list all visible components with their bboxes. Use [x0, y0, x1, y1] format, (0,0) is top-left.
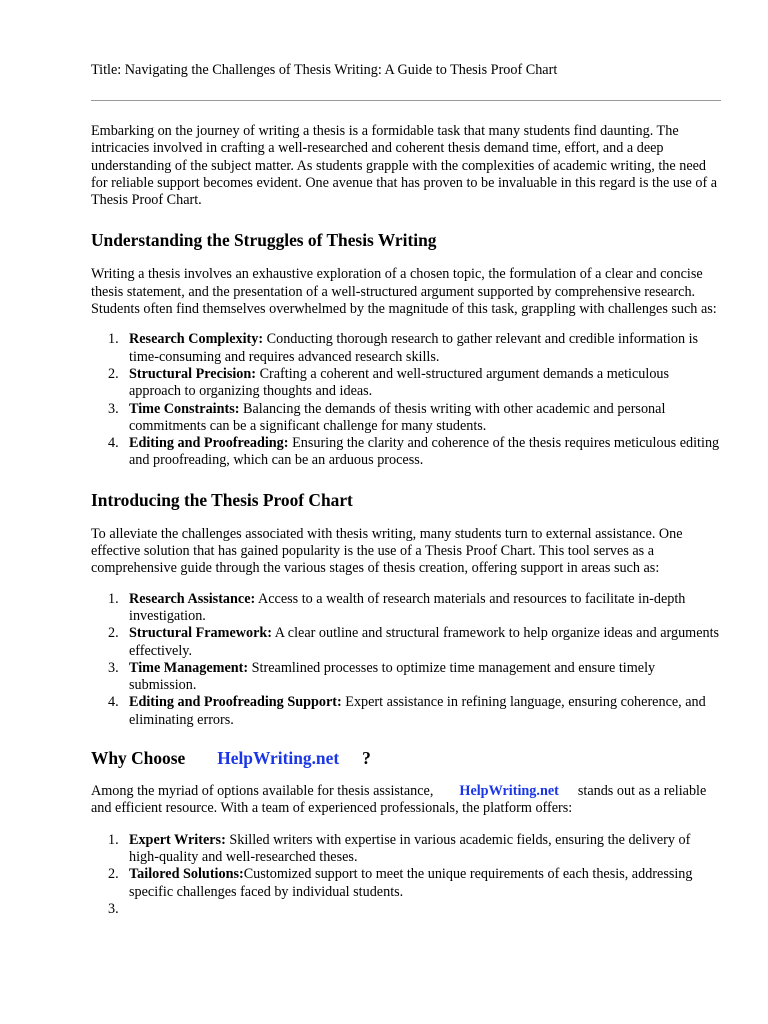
- list-number: 4.: [108, 694, 119, 711]
- list-number: 4.: [108, 435, 119, 452]
- list-item-text: Crafting a coherent and well-structured argument demands a meticulous approach to organizing thoughts and ideas.: [129, 365, 670, 400]
- list-item: [91, 660, 721, 695]
- list-number: 3.: [108, 900, 119, 917]
- list-item-label: Expert Writers:: [129, 831, 226, 848]
- helpwriting-heading-link[interactable]: HelpWriting.net: [217, 748, 340, 769]
- list-item-text: Skilled writers with expertise in various academic fields, ensuring the delivery of high-quality and well-researched theses.: [129, 831, 691, 865]
- list-number: 2.: [108, 365, 119, 382]
- list-item-label: Structural Precision:: [129, 365, 257, 382]
- why-para-after: stands out as a reliable and efficient resource. With a team of experienced professionals, the platform offers:: [91, 783, 707, 817]
- platform-offers-list: [91, 832, 721, 918]
- helpwriting-inline-link[interactable]: HelpWriting.net: [459, 783, 559, 800]
- list-item-text: Access to a wealth of research materials and resources to facilitate in-depth investigation.: [129, 590, 686, 624]
- document-title: Title: Navigating the Challenges of Thesis Writing: A Guide to Thesis Proof Chart: [91, 62, 558, 78]
- list-number: 2.: [108, 866, 119, 883]
- list-item: [91, 435, 721, 470]
- list-item-text: Balancing the demands of thesis writing with other academic and personal commitments can be a significant challenge for many students.: [129, 400, 666, 434]
- list-item-label: Editing and Proofreading:: [129, 435, 289, 452]
- list-item-label: Editing and Proofreading Support:: [129, 694, 342, 711]
- list-number: 1.: [108, 831, 119, 848]
- struggles-paragraph: Writing a thesis involves an exhaustive exploration of a chosen topic, the formulation of a clear and concise thesis statement, and the presentation of a well-structured argument supported by comprehensive research. Students often find themselves overwhelmed by the magnitude of this task, grappling with challenges such as:: [91, 266, 717, 318]
- list-item-label: Time Constraints:: [129, 400, 240, 417]
- list-item-text: Streamlined processes to optimize time management and ensure timely submission.: [129, 659, 656, 694]
- proof-chart-paragraph: To alleviate the challenges associated with thesis writing, many students turn to external assistance. One effective solution that has gained popularity is the use of a Thesis Proof Chart. This tool serves as a comprehensive guide through the various stages of thesis creation, offering support in areas such as:: [91, 525, 683, 577]
- why-choose-paragraph: [91, 783, 721, 818]
- heading-why-prefix: Why Choose: [91, 748, 186, 769]
- list-number: 2.: [108, 625, 119, 642]
- document-body: [91, 123, 721, 918]
- list-item: [91, 866, 721, 901]
- list-item-text: Customized support to meet the unique requirements of each thesis, addressing specific challenges faced by individual students.: [129, 866, 693, 900]
- list-item-label: Research Complexity:: [129, 331, 264, 348]
- list-item-text: A clear outline and structural framework to help organize ideas and arguments effectively.: [129, 625, 720, 659]
- list-number: 1.: [108, 590, 119, 607]
- list-item: [91, 401, 721, 436]
- list-item-text: Conducting thorough research to gather relevant and credible information is time-consuming and requires advanced research skills.: [129, 331, 699, 365]
- list-item-text: Ensuring the clarity and coherence of the thesis requires meticulous editing and proofreading, which can be an arduous process.: [129, 435, 720, 469]
- list-number: 1.: [108, 331, 119, 348]
- list-item-label: Structural Framework:: [129, 625, 273, 642]
- list-item-text: Expert assistance in refining language, ensuring coherence, and eliminating errors.: [129, 694, 706, 728]
- list-item: [91, 901, 721, 918]
- proof-chart-list: [91, 591, 721, 729]
- list-item-label: Time Management:: [129, 659, 249, 676]
- list-item-label: Research Assistance:: [129, 590, 256, 607]
- list-item: [91, 331, 721, 366]
- list-number: 3.: [108, 659, 119, 676]
- list-item: [91, 832, 721, 867]
- heading-proof-chart: Introducing the Thesis Proof Chart: [91, 489, 353, 510]
- list-item: [91, 591, 721, 626]
- heading-why-choose: [91, 747, 721, 769]
- title-divider: [91, 100, 721, 101]
- intro-paragraph: Embarking on the journey of writing a thesis is a formidable task that many students find daunting. The intricacies involved in crafting a well-researched and coherent thesis demand time, effort, and a deep understanding of the subject matter. As students grapple with the complexities of academic writing, the need for reliable support becomes evident. One avenue that has proven to be invaluable in this regard is the use of a Thesis Proof Chart.: [91, 123, 718, 209]
- list-item-label: Tailored Solutions:: [129, 866, 244, 883]
- list-item: [91, 625, 721, 660]
- heading-struggles: Understanding the Struggles of Thesis Writing: [91, 230, 437, 251]
- list-item: [91, 694, 721, 729]
- why-para-before: Among the myriad of options available for thesis assistance,: [91, 783, 434, 800]
- heading-why-suffix: ?: [362, 748, 371, 769]
- struggles-list: [91, 331, 721, 469]
- list-item: [91, 366, 721, 401]
- list-number: 3.: [108, 400, 119, 417]
